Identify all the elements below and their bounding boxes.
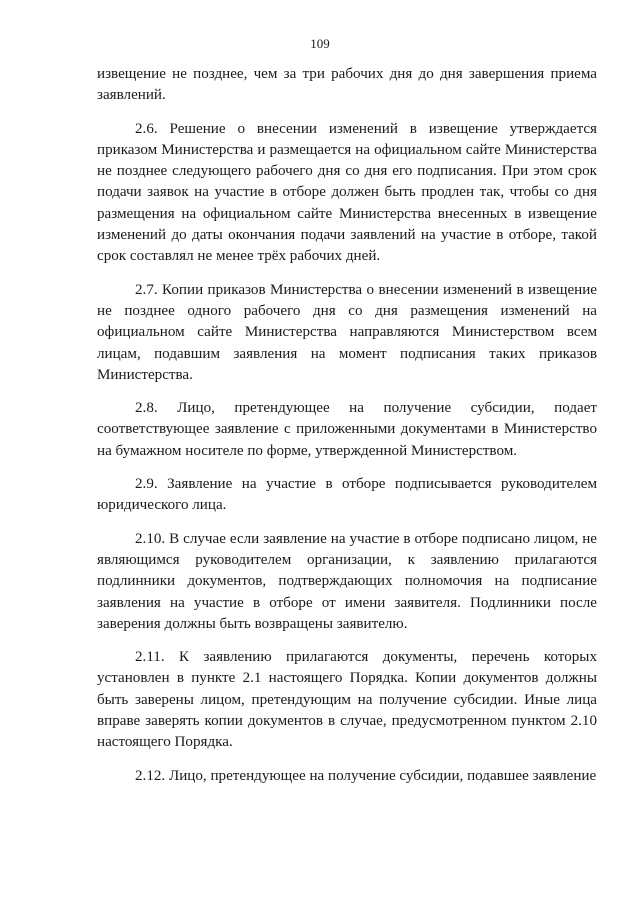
- paragraph-2-8: 2.8. Лицо, претендующее на получение субсидии, подает соответствующее заявление с приложенными документами в Министерство на бумажном носителе по форме, утвержденной Министерством.: [97, 400, 597, 459]
- paragraph-2-9: 2.9. Заявление на участие в отборе подписывается руководителем юридического лица.: [97, 476, 597, 514]
- paragraph-2-6: 2.6. Решение о внесении изменений в извещение утверждается приказом Министерства и размещается на официальном сайте Министерства не позднее следующего рабочего дня со дня его подписания. При этом срок подачи заявок на участие в отборе должен быть продлен так, чтобы со дня размещения на официальном сайте Министерства внесенных в извещение изменений до даты окончания подачи заявлений на участие в отборе, такой срок составлял не менее трёх рабочих дней.: [97, 120, 597, 265]
- paragraph-2-11: 2.11. К заявлению прилагаются документы, перечень которых установлен в пункте 2.1 настоящего Порядка. Копии документов должны быть заверены лицом, претендующим на получение субсидии. Иные лица вправе заверять копии документов в случае, предусмотренном пунктом 2.10 настоящего Порядка.: [97, 649, 597, 751]
- document-body: [97, 64, 597, 799]
- paragraph-continuation: извещение не позднее, чем за три рабочих дня до дня завершения приема заявлений.: [97, 66, 597, 104]
- page-number: 109: [310, 36, 330, 51]
- paragraph-2-10: 2.10. В случае если заявление на участие в отборе подписано лицом, не являющимся руководителем организации, к заявлению прилагаются подлинники документов, подтверждающих полномочия на подписание заявления на участие в отборе от имени заявителя. Подлинники после заверения должны быть возвращены заявителю.: [97, 530, 597, 632]
- paragraph-2-12: 2.12. Лицо, претендующее на получение субсидии, подавшее заявление: [135, 767, 597, 784]
- paragraph-2-7: 2.7. Копии приказов Министерства о внесении изменений в извещение не позднее одного рабочего дня со дня размещения изменений на официальном сайте Министерства направляются Министерством всем лицам, подавшим заявления на момент подписания таких приказов Министерства.: [97, 281, 597, 383]
